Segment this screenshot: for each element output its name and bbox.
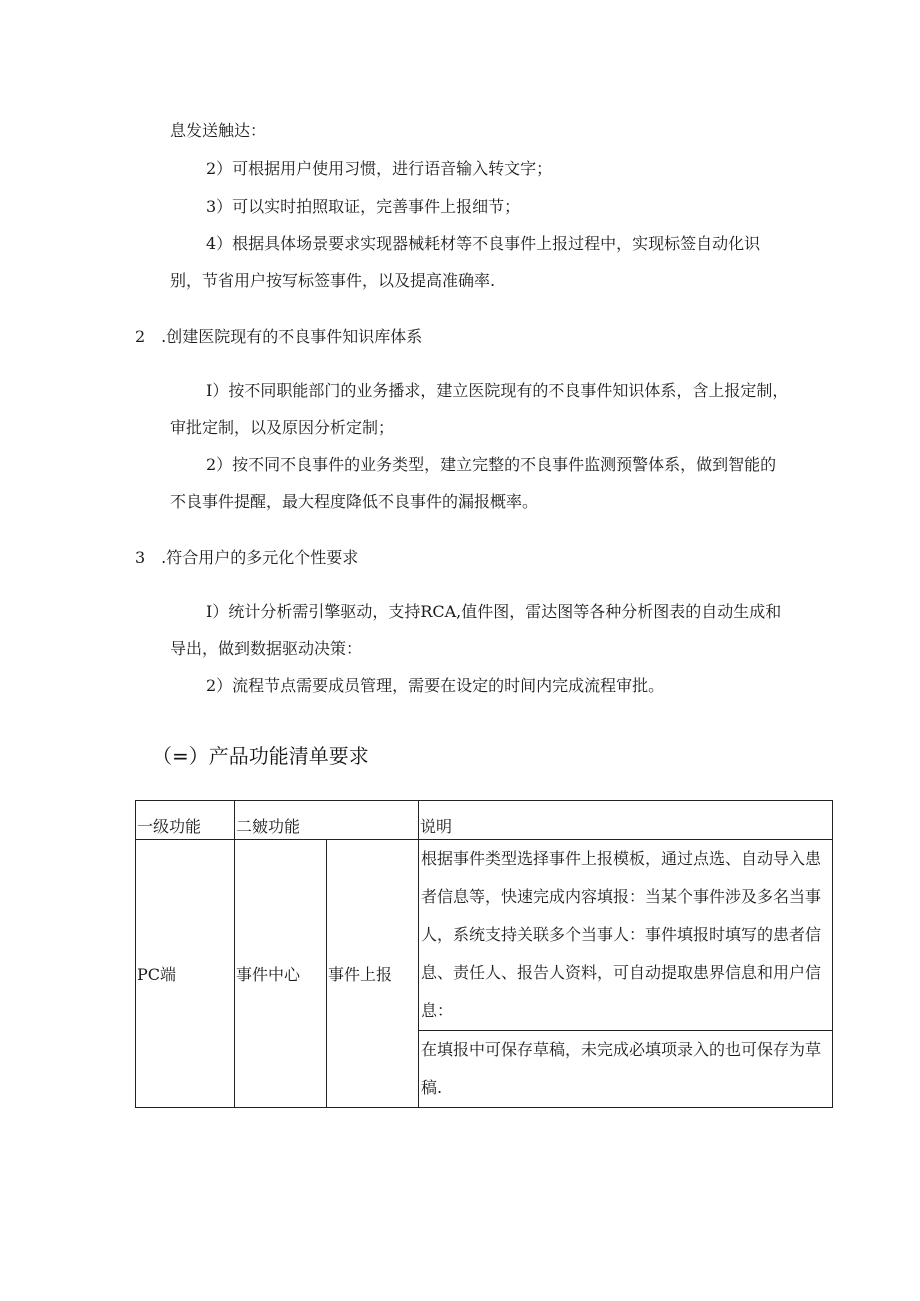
cell-desc: 根据事件类型选择事件上报模板，通过点选、自动导入患者信息等，快速完成内容填报：当某个事件涉及多名当事人，系统支持关联多个当事人：事件填报时填写的患者信息、责任人、报告人资料，可自动提取患界信息和用户信息： bbox=[419, 840, 833, 1031]
text-line: 导出，做到数据驱动决策： bbox=[170, 639, 363, 658]
text-line: 别，节省用户按写标签事件，以及提高准确率. bbox=[170, 271, 496, 290]
table-header-row bbox=[136, 801, 833, 840]
text-line: 4）根据具体场景要求实现器械耗材等不良事件上报过程中，实现标签自动化识 bbox=[206, 234, 761, 253]
section-item-title: 3 .符合用户的多元化个性要求 bbox=[135, 548, 359, 567]
cell-level2a: 事件中心 bbox=[235, 840, 327, 1108]
text-line: 2）流程节点需要成员管理，需要在设定的时间内完成流程审批。 bbox=[206, 676, 665, 695]
cell-desc: 在填报中可保存草稿，未完成必填项录入的也可保存为草稿. bbox=[419, 1031, 833, 1108]
table-row bbox=[136, 840, 833, 1031]
header-cell-level2: 二皴功能 bbox=[235, 801, 419, 840]
function-table bbox=[135, 800, 833, 1108]
text-line: 审批定制，以及原因分析定制； bbox=[170, 418, 395, 437]
section-item-title: 2 .创建医院现有的不良事件知识库体系 bbox=[135, 327, 423, 346]
cell-level1: PC端 bbox=[136, 840, 235, 1108]
text-line: 不良事件提醒，最大程度降低不良事件的漏报概率。 bbox=[170, 492, 539, 511]
text-line: I）统计分析需引擎驱动，支持RCA,值件图，雷达图等各种分析图表的自动生成和 bbox=[206, 602, 782, 621]
text-line: 2）按不同不良事件的业务类型，建立完整的不良事件监测预警体系，做到智能的 bbox=[206, 455, 777, 474]
text-line: I）按不同职能部门的业务播求，建立医院现有的不良事件知识体系，含上报定制， bbox=[206, 381, 789, 400]
cell-level2b: 事件上报 bbox=[327, 840, 419, 1108]
text-line: 息发送触达： bbox=[170, 121, 267, 140]
section-heading: （=）产品功能清单要求 bbox=[152, 744, 369, 768]
header-cell-desc: 说明 bbox=[419, 801, 833, 840]
header-cell-level1: 一级功能 bbox=[136, 801, 235, 840]
text-line: 3）可以实时拍照取证，完善事件上报细节； bbox=[206, 197, 521, 216]
text-line: 2）可根据用户使用习惯，进行语音输入转文字； bbox=[206, 159, 553, 178]
